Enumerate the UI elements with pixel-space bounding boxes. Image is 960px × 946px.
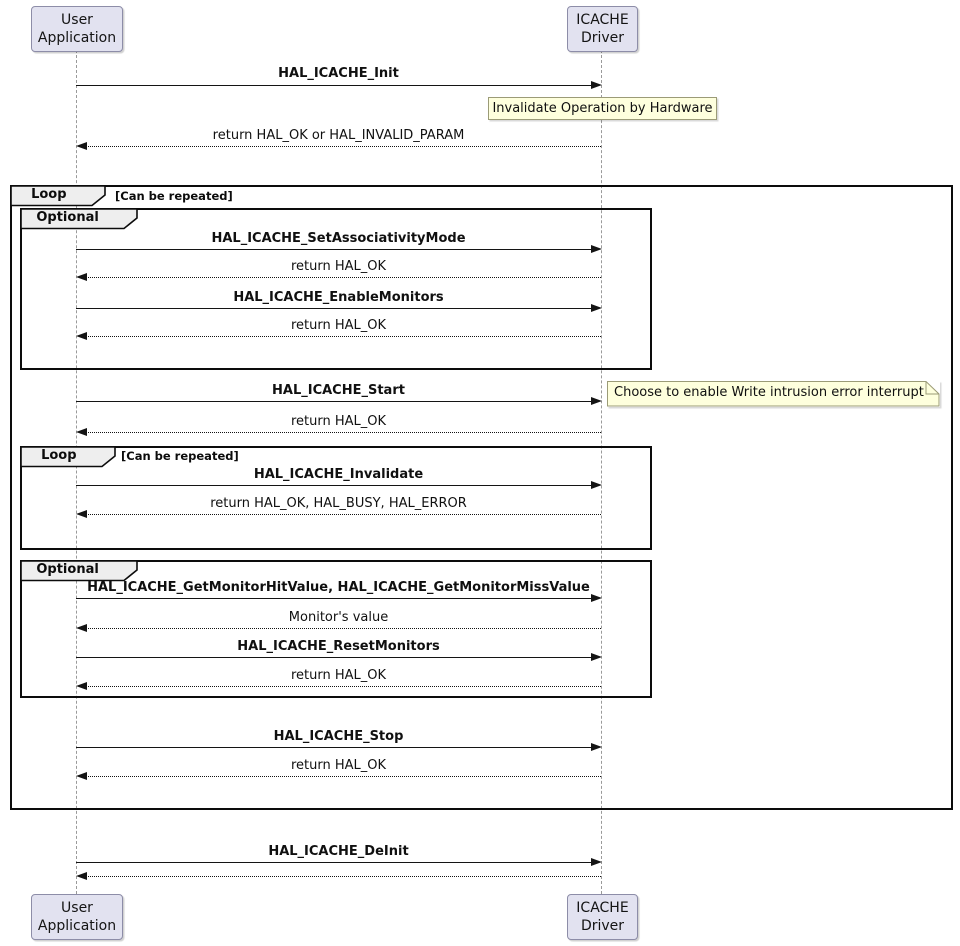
arrowhead-icon	[76, 682, 87, 690]
arrowhead-icon	[591, 397, 602, 405]
arrowhead-icon	[76, 428, 87, 436]
message-arrow-line	[76, 862, 594, 863]
participant-label: ICACHE	[576, 12, 629, 28]
arrowhead-icon	[591, 81, 602, 89]
arrowhead-icon	[76, 624, 87, 632]
loop-frame-outer-condition: [Can be repeated]	[115, 189, 233, 203]
message-return-line	[84, 628, 601, 629]
message-return-line	[84, 876, 601, 877]
arrowhead-icon	[76, 772, 87, 780]
arrowhead-icon	[76, 142, 87, 150]
message-label: return HAL_OK or HAL_INVALID_PARAM	[212, 128, 465, 143]
arrowhead-icon	[76, 872, 87, 880]
participant-label: Driver	[580, 918, 625, 934]
participant-icache-driver-bottom	[567, 894, 638, 940]
participant-user-application-bottom	[31, 894, 123, 940]
message-arrow-line	[76, 308, 594, 309]
message-label: Monitor's value	[288, 610, 389, 625]
message-label: return HAL_OK	[290, 668, 387, 683]
note-text: Choose to enable Write intrusion error interrupt	[614, 385, 924, 400]
message-label: return HAL_OK	[290, 259, 387, 274]
message-label: return HAL_OK, HAL_BUSY, HAL_ERROR	[210, 496, 467, 511]
message-arrow-line	[76, 85, 594, 86]
message-return-line	[84, 686, 601, 687]
message-label: return HAL_OK	[290, 414, 387, 429]
message-arrow-line	[76, 401, 594, 402]
optional-frame-1-title: Optional	[36, 210, 99, 225]
message-label: HAL_ICACHE_EnableMonitors	[233, 290, 444, 305]
message-label: return HAL_OK	[290, 758, 387, 773]
arrowhead-icon	[591, 594, 602, 602]
message-return-line	[84, 146, 601, 147]
message-label: HAL_ICACHE_Init	[278, 66, 399, 81]
participant-label: Application	[37, 30, 117, 46]
message-arrow-line	[76, 485, 594, 486]
message-label: HAL_ICACHE_Start	[272, 383, 405, 398]
message-label: HAL_ICACHE_Invalidate	[253, 467, 424, 482]
message-return-line	[84, 514, 601, 515]
loop-frame-inner-tab	[20, 446, 117, 468]
participant-label: User	[61, 900, 93, 916]
arrowhead-icon	[591, 304, 602, 312]
message-arrow-line	[76, 249, 594, 250]
message-return-line	[84, 336, 601, 337]
arrowhead-icon	[76, 273, 87, 281]
loop-frame-outer-tab	[10, 185, 107, 207]
participant-label: Driver	[580, 30, 625, 46]
note-write-intrusion	[607, 381, 940, 407]
loop-frame-inner-condition: [Can be repeated]	[121, 449, 239, 463]
participant-label: User	[61, 12, 93, 28]
message-label: HAL_ICACHE_Stop	[273, 729, 404, 744]
participant-label: ICACHE	[576, 900, 629, 916]
message-arrow-line	[76, 747, 594, 748]
message-return-line	[84, 432, 601, 433]
arrowhead-icon	[76, 510, 87, 518]
arrowhead-icon	[591, 481, 602, 489]
participant-label: Application	[37, 918, 117, 934]
participant-icache-driver-top	[567, 6, 638, 52]
message-label: HAL_ICACHE_ResetMonitors	[237, 639, 440, 654]
message-label: HAL_ICACHE_SetAssociativityMode	[211, 231, 466, 246]
optional-frame-2-tab	[20, 560, 139, 582]
arrowhead-icon	[591, 858, 602, 866]
optional-frame-1-tab	[20, 208, 139, 230]
arrowhead-icon	[591, 245, 602, 253]
note-invalidate-operation: Invalidate Operation by Hardware	[488, 97, 717, 120]
message-label: HAL_ICACHE_DeInit	[268, 844, 409, 859]
participant-user-application-top	[31, 6, 123, 52]
message-label: HAL_ICACHE_GetMonitorHitValue, HAL_ICACHE_GetMonitorMissValue	[87, 580, 590, 595]
loop-frame-outer-title: Loop	[31, 187, 67, 202]
optional-frame-2-title: Optional	[36, 562, 99, 577]
message-arrow-line	[76, 598, 594, 599]
message-label: return HAL_OK	[290, 318, 387, 333]
message-return-line	[84, 776, 601, 777]
arrowhead-icon	[591, 653, 602, 661]
loop-frame-inner-title: Loop	[41, 448, 77, 463]
message-return-line	[84, 277, 601, 278]
arrowhead-icon	[76, 332, 87, 340]
arrowhead-icon	[591, 743, 602, 751]
message-arrow-line	[76, 657, 594, 658]
